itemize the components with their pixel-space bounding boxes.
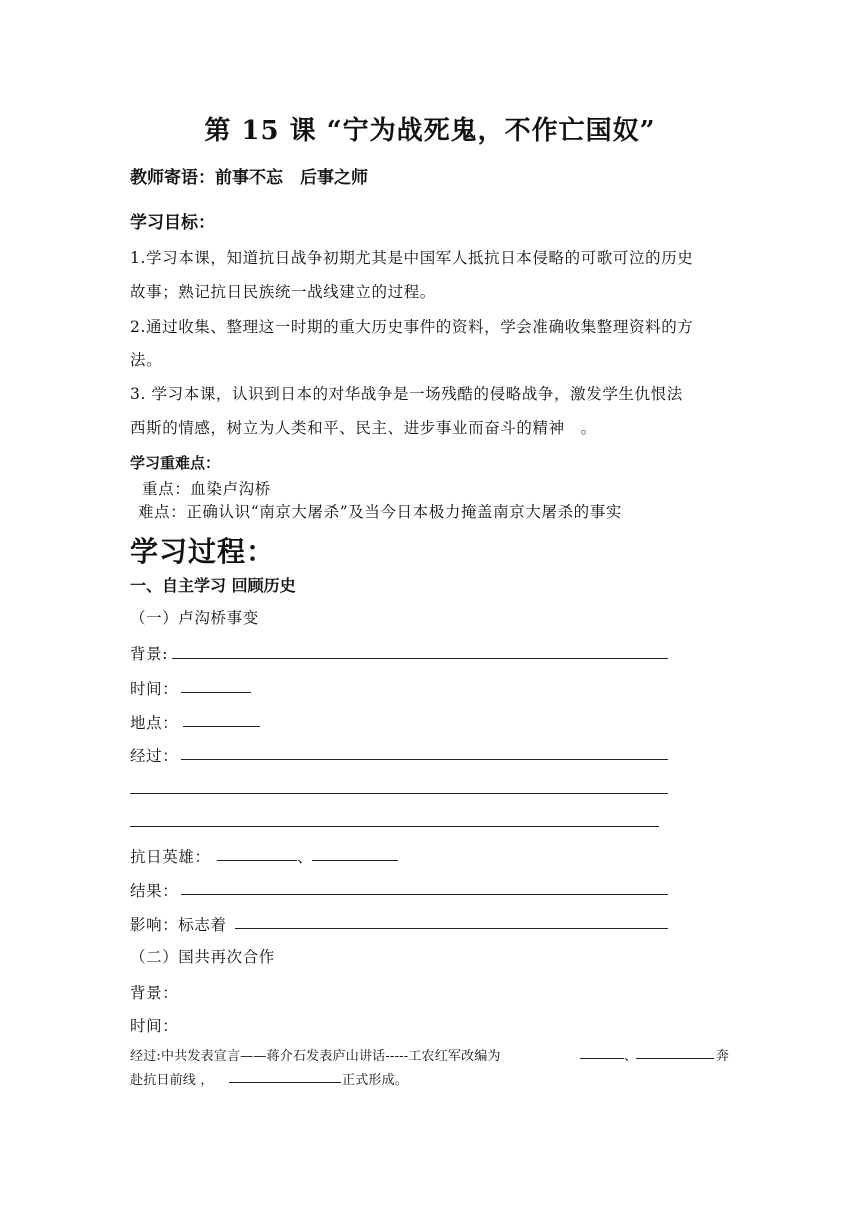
key-points-heading: 学习重难点： [130, 454, 221, 472]
part2-process-text-1: 经过:中共发表宣言——蒋介石发表庐山讲话-----工农红军改编为 [130, 1049, 501, 1064]
result-label: 结果： [130, 882, 179, 900]
background-label: 背景: [130, 645, 169, 663]
objective-line-6: 西斯的情感，树立为人类和平、民主、进步事业而奋斗的精神 。 [130, 419, 597, 437]
place-blank[interactable] [183, 726, 260, 727]
part2-time-label: 时间： [130, 1017, 179, 1035]
part2-process-text-4: 正式形成。 [342, 1073, 409, 1088]
time-blank[interactable] [181, 692, 251, 693]
background-blank[interactable] [172, 658, 668, 659]
process-label: 经过： [130, 747, 179, 765]
process-heading: 学习过程： [130, 535, 276, 568]
army-blank-2[interactable] [636, 1058, 714, 1059]
army-separator: 、 [624, 1049, 638, 1064]
process-blank-1[interactable] [181, 759, 668, 760]
place-label: 地点： [130, 714, 179, 732]
objective-line-1: 1.学习本课，知道抗日战争初期尤其是中国军人抵抗日本侵略的可歌可泣的历史 [130, 249, 694, 267]
army-blank-1[interactable] [580, 1058, 624, 1059]
united-front-blank[interactable] [229, 1082, 341, 1083]
objective-line-4: 法。 [130, 351, 163, 369]
part2-background-label: 背景： [130, 984, 179, 1002]
time-label: 时间： [130, 680, 179, 698]
part1-heading: （一）卢沟桥事变 [130, 609, 259, 627]
page-title: 第 15 课 “宁为战死鬼，不作亡国奴” [204, 116, 656, 146]
heroes-label: 抗日英雄： [130, 848, 211, 866]
hero-blank-1[interactable] [217, 860, 297, 861]
objective-line-3: 2.通过收集、整理这一时期的重大历史事件的资料，学会准确收集整理资料的方 [130, 318, 694, 336]
part2-heading: （二）国共再次合作 [130, 948, 275, 966]
heroes-separator: 、 [297, 848, 314, 866]
key-point: 重点：血染卢沟桥 [142, 480, 271, 498]
teacher-words: 教师寄语：前事不忘 后事之师 [130, 168, 368, 188]
influence-blank[interactable] [235, 928, 668, 929]
objectives-heading: 学习目标： [130, 213, 215, 233]
influence-label: 影响：标志着 [130, 916, 227, 934]
difficult-point: 难点：正确认识“南京大屠杀”及当今日本极力掩盖南京大屠杀的事实 [138, 503, 622, 521]
objective-line-2: 故事；熟记抗日民族统一战线建立的过程。 [130, 283, 436, 301]
objective-line-5: 3. 学习本课，认识到日本的对华战争是一场残酷的侵略战争，激发学生仇恨法 [130, 385, 683, 403]
part2-process-text-2: 奔 [716, 1049, 730, 1064]
section1-heading: 一、自主学习 回顾历史 [130, 576, 296, 595]
result-blank[interactable] [181, 894, 668, 895]
hero-blank-2[interactable] [312, 860, 398, 861]
process-blank-3[interactable] [130, 826, 659, 827]
part2-process-text-3: 赴抗日前线 ， [130, 1073, 214, 1088]
process-blank-2[interactable] [130, 793, 668, 794]
